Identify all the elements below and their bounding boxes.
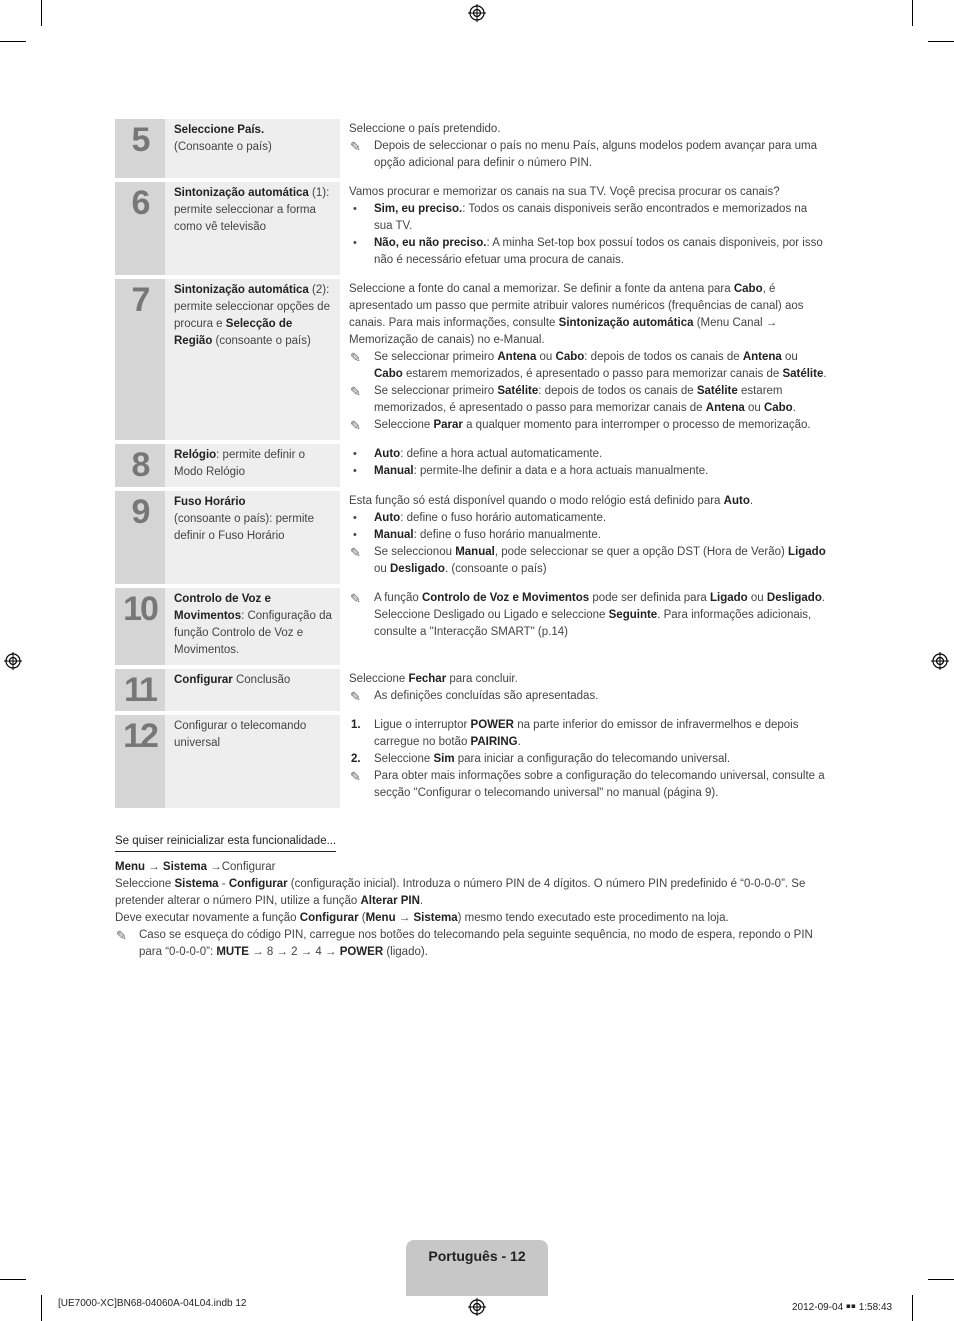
text-run: . Seleccione Desligado ou Ligado e seleccione: [374, 592, 826, 621]
line-content: [374, 753, 730, 765]
note-item: [349, 544, 827, 578]
pencil-note-icon: ✎: [350, 384, 361, 399]
text-run: (consoante o país): [212, 335, 311, 347]
bold-term: PAIRING: [470, 736, 518, 748]
bullet-item: [349, 527, 827, 544]
line-content: [374, 592, 825, 638]
step-row: [115, 279, 827, 440]
text-run: para concluir.: [446, 673, 518, 685]
step-description: [340, 279, 827, 440]
step-title: [165, 715, 340, 808]
text-run: .: [517, 736, 521, 748]
note-item: [349, 383, 827, 417]
bold-term: Configurar: [174, 674, 233, 686]
step-title: [165, 669, 340, 711]
setup-steps-table: [115, 119, 827, 812]
bullet-icon: •: [353, 529, 357, 541]
text-run: : define a hora actual automaticamente.: [400, 448, 603, 460]
pencil-note-icon: ✎: [350, 418, 361, 433]
page-label: Português - 12: [428, 1248, 526, 1264]
pencil-note-icon: ✎: [350, 139, 361, 154]
note-item: [349, 138, 827, 172]
bold-term: Antena: [705, 402, 745, 414]
text-run: Deve executar novamente a função: [115, 912, 300, 924]
text-run: ou: [744, 402, 764, 414]
page-number-tab: [406, 1240, 548, 1296]
text-run: , pode seleccionar se quer a opção DST (Hora de Verão): [494, 546, 789, 558]
bold-term: Sintonização automática: [558, 317, 694, 329]
text-run: (: [358, 912, 366, 924]
text-run: Se seleccionar primeiro: [374, 351, 498, 363]
line-content: [349, 495, 753, 507]
step-number: 9: [115, 491, 165, 584]
line-content: [374, 546, 826, 575]
step-number: 11: [115, 669, 165, 711]
paragraph: [115, 876, 827, 910]
text-run: .: [792, 402, 796, 414]
text-run: estarem memorizados, é apresentado o passo para memorizar canais de: [402, 368, 783, 380]
text-run: Esta função só está disponível quando o modo relógio está definido para: [349, 495, 724, 507]
line-content: [374, 512, 606, 524]
print-slug-right: 2012-09-04 ￭￭ 1:58:43: [792, 1302, 893, 1313]
bold-term: Sistema: [174, 878, 219, 890]
bullet-item: [349, 463, 827, 480]
text-run: →Configurar: [207, 861, 276, 873]
bold-term: Auto: [723, 495, 750, 507]
bold-term: Fechar: [408, 673, 447, 685]
line-content: [374, 770, 825, 799]
text-run: .: [419, 895, 424, 907]
bold-term: Controlo de Voz e Movimentos: [174, 593, 271, 622]
bold-term: Selecção de Região: [174, 318, 293, 347]
bold-term: Auto: [374, 512, 401, 524]
bold-term: Desligado: [390, 563, 445, 575]
bold-term: Sistema: [162, 861, 208, 873]
text-run: (configuração inicial). Introduza o número PIN de 4 dígitos. O número PIN predefinido é “0-0-0-0”. Se pretender alterar o número PIN, utilize a função: [115, 878, 806, 907]
bold-term: POWER: [339, 946, 384, 958]
bold-term: Cabo: [374, 368, 403, 380]
text-run: (Consoante o país): [174, 141, 272, 153]
step-description: [340, 444, 827, 487]
pencil-note-icon: ✎: [350, 350, 361, 365]
step-title: [165, 444, 340, 487]
paragraph: [115, 910, 827, 927]
pencil-note-icon: ✎: [116, 928, 127, 943]
line-content: [349, 123, 501, 135]
note-item: [349, 417, 827, 434]
bold-term: Satélite: [782, 368, 824, 380]
text-run: (Menu Canal → Memorização de canais) no e-Manual.: [349, 317, 778, 346]
line-content: [374, 351, 827, 380]
text-run: Caso se esqueça do código PIN, carregue nos botões do telecomando pela seguinte sequência, no modo de espera, repondo o PIN para “0-0-0-0”:: [139, 929, 813, 958]
pencil-note-icon: ✎: [350, 689, 361, 704]
note-item: [115, 927, 827, 961]
step-number: 8: [115, 444, 165, 487]
text-run: (consoante o país): permite definir o Fuso Horário: [174, 513, 314, 542]
text-run: As definições concluídas são apresentadas.: [374, 690, 599, 702]
bold-term: Sistema: [413, 912, 458, 924]
line-content: [374, 529, 601, 541]
text-run: → 8 → 2 → 4 →: [248, 946, 340, 958]
crop-mark: [912, 0, 913, 26]
crop-mark: [41, 0, 42, 26]
text-run: Seleccione: [349, 673, 409, 685]
paragraph: [349, 493, 827, 510]
text-run: (ligado).: [383, 946, 428, 958]
bullet-icon: •: [353, 512, 357, 524]
bold-term: Manual: [455, 546, 495, 558]
text-run: Se seleccionar primeiro: [374, 385, 498, 397]
line-content: [374, 203, 807, 232]
step-number: 6: [115, 182, 165, 275]
line-content: [349, 283, 804, 346]
bold-term: Parar: [433, 419, 463, 431]
text-run: .: [823, 368, 827, 380]
numbered-item: [349, 717, 827, 751]
text-run: (1): permite seleccionar a forma como vê televisão: [174, 187, 330, 233]
text-run: : depois de todos os canais de: [538, 385, 697, 397]
text-run: A função: [374, 592, 422, 604]
paragraph: [349, 671, 827, 688]
bold-term: Configurar: [228, 878, 288, 890]
bold-term: POWER: [470, 719, 514, 731]
bold-term: Sintonização automática: [174, 187, 309, 199]
bullet-item: [349, 446, 827, 463]
bold-term: Ligado: [710, 592, 748, 604]
text-run: →: [145, 861, 163, 873]
bullet-icon: •: [353, 237, 357, 249]
paragraph: [349, 281, 827, 349]
item-number: 2.: [351, 753, 361, 765]
pencil-note-icon: ✎: [350, 591, 361, 606]
step-description: [340, 669, 827, 711]
reset-section: [115, 833, 827, 961]
text-run: : Todos os canais disponiveis serão encontrados e memorizados na sua TV.: [374, 203, 808, 232]
item-number: 1.: [351, 719, 361, 731]
note-item: [349, 768, 827, 802]
reset-body: [115, 859, 827, 961]
text-run: ou: [374, 563, 390, 575]
bold-term: Manual: [374, 465, 414, 477]
text-run: : depois de todos os canais de: [584, 351, 743, 363]
line-content: [374, 140, 817, 169]
bullet-item: [349, 510, 827, 527]
step-row: [115, 588, 827, 665]
text-run: Se seleccionou: [374, 546, 456, 558]
line-content: [349, 673, 518, 685]
bold-term: Relógio: [174, 449, 217, 461]
step-description: [340, 588, 827, 665]
text-run: →: [395, 912, 414, 924]
step-title: [165, 588, 340, 665]
text-run: a qualquer momento para interromper o processo de memorização.: [462, 419, 811, 431]
bold-term: Auto: [374, 448, 401, 460]
step-title: [165, 119, 340, 178]
note-item: [349, 688, 827, 705]
step-row: [115, 182, 827, 275]
text-run: ) mesmo tendo executado este procedimento na loja.: [457, 912, 729, 924]
text-run: pode ser definida para: [589, 592, 710, 604]
step-description: [340, 182, 827, 275]
text-run: (2): permite seleccionar opções de procura e: [174, 284, 330, 330]
print-slug-left: [UE7000-XC]BN68-04060A-04L04.indb 12: [58, 1298, 247, 1309]
registration-mark-icon: [468, 1298, 486, 1316]
bold-term: Configurar: [299, 912, 359, 924]
registration-mark-icon: [468, 4, 486, 22]
bold-term: Manual: [374, 529, 414, 541]
text-run: Conclusão: [232, 674, 291, 686]
line-content: [374, 385, 796, 414]
crop-mark: [912, 1295, 913, 1321]
text-run: para iniciar a configuração do telecomando universal.: [454, 753, 731, 765]
line-content: [139, 929, 813, 958]
line-content: [115, 878, 805, 907]
crop-mark: [0, 41, 26, 42]
bold-term: Menu: [365, 912, 396, 924]
text-run: . Para informações adicionais, consulte a "Interacção SMART" (p.14): [374, 609, 812, 638]
step-row: [115, 491, 827, 584]
text-run: : define o fuso horário manualmente.: [413, 529, 601, 541]
pencil-note-icon: ✎: [350, 545, 361, 560]
crop-mark: [0, 1279, 26, 1280]
step-number: 10: [115, 588, 165, 665]
bold-term: MUTE: [216, 946, 249, 958]
step-row: [115, 715, 827, 808]
text-run: Seleccione: [115, 878, 175, 890]
text-run: na parte inferior do emissor de infravermelhos e depois carregue no botão: [374, 719, 799, 748]
bold-term: Alterar PIN: [360, 895, 420, 907]
bold-term: Não, eu não preciso.: [374, 237, 487, 249]
text-run: : define o fuso horário automaticamente.: [400, 512, 607, 524]
step-description: [340, 491, 827, 584]
line-content: [374, 719, 798, 748]
crop-mark: [41, 1295, 42, 1321]
step-title: [165, 491, 340, 584]
bold-term: Desligado: [766, 592, 822, 604]
line-content: [374, 690, 598, 702]
line-content: [374, 419, 811, 431]
text-run: . (consoante o país): [444, 563, 547, 575]
text-run: : A minha Set-top box possuí todos os canais disponiveis, por isso não é necessário efetuar uma procura de canais.: [374, 237, 823, 266]
bold-term: Cabo: [763, 402, 793, 414]
bold-term: Controlo de Voz e Movimentos: [421, 592, 590, 604]
text-run: Seleccione: [374, 419, 434, 431]
step-description: [340, 119, 827, 178]
bullet-icon: •: [353, 465, 357, 477]
bullet-icon: •: [353, 203, 357, 215]
text-run: Seleccione: [374, 753, 434, 765]
step-row: [115, 669, 827, 711]
bold-term: Ligado: [788, 546, 826, 558]
text-run: Para obter mais informações sobre a configuração do telecomando universal, consulte a secção "Configurar o telecomando universal" no manual (página 9).: [374, 770, 825, 799]
step-row: [115, 119, 827, 178]
bold-term: Seleccione País.: [174, 124, 265, 136]
pencil-note-icon: ✎: [350, 769, 361, 784]
note-item: [349, 590, 827, 641]
bullet-item: [349, 201, 827, 235]
step-row: [115, 444, 827, 487]
bold-term: Sintonização automática: [174, 284, 309, 296]
paragraph: [115, 859, 827, 876]
reset-heading: Se quiser reinicializar esta funcionalidade...: [115, 833, 336, 852]
crop-mark: [928, 1279, 954, 1280]
registration-mark-icon: [4, 652, 22, 670]
step-number: 7: [115, 279, 165, 440]
text-run: -: [218, 878, 229, 890]
note-item: [349, 349, 827, 383]
text-run: : permite-lhe definir a data e a hora actuais manualmente.: [413, 465, 709, 477]
text-run: ou: [747, 592, 767, 604]
bold-term: Satélite: [497, 385, 539, 397]
text-run: ou: [781, 351, 798, 363]
text-run: : permite definir o Modo Relógio: [174, 449, 306, 478]
step-number: 5: [115, 119, 165, 178]
line-content: [115, 861, 275, 873]
line-content: [115, 912, 729, 924]
text-run: Seleccione o país pretendido.: [349, 123, 501, 135]
numbered-item: [349, 751, 827, 768]
paragraph: [349, 121, 827, 138]
line-content: [349, 186, 780, 198]
bold-term: Cabo: [555, 351, 585, 363]
bold-term: Satélite: [696, 385, 738, 397]
step-number: 12: [115, 715, 165, 808]
bold-term: Fuso Horário: [174, 496, 246, 508]
line-content: [374, 465, 708, 477]
text-run: Configurar o telecomando universal: [174, 720, 307, 749]
text-run: : Configuração da função Controlo de Voz e Movimentos.: [174, 610, 332, 656]
bold-term: Sim, eu preciso.: [374, 203, 463, 215]
paragraph: [349, 184, 827, 201]
text-run: Seleccione a fonte do canal a memorizar. Se definir a fonte da antena para: [349, 283, 734, 295]
registration-mark-icon: [931, 652, 949, 670]
bold-term: Antena: [497, 351, 537, 363]
text-run: ou: [536, 351, 556, 363]
text-run: Ligue o interruptor: [374, 719, 471, 731]
line-content: [374, 448, 602, 460]
bold-term: Antena: [742, 351, 782, 363]
crop-mark: [928, 41, 954, 42]
step-title: [165, 279, 340, 440]
bullet-icon: •: [353, 448, 357, 460]
text-run: .: [749, 495, 754, 507]
line-content: [374, 237, 823, 266]
bold-term: Seguinte: [608, 609, 658, 621]
text-run: , é apresentado um passo que permite atribuir valores numéricos (frequências de canal) aos canais. Para mais informações, consulte: [349, 283, 804, 329]
bold-term: Menu: [115, 861, 146, 873]
text-run: Vamos procurar e memorizar os canais na sua TV. Voçê precisa procurar os canais?: [349, 186, 780, 198]
bold-term: Sim: [433, 753, 455, 765]
text-run: Depois de seleccionar o país no menu País, alguns modelos podem avançar para uma opção adicional para definir o número PIN.: [374, 140, 818, 169]
bold-term: Cabo: [733, 283, 763, 295]
bullet-item: [349, 235, 827, 269]
step-description: [340, 715, 827, 808]
text-run: estarem memorizados, é apresentado o passo para memorizar canais de: [374, 385, 783, 414]
step-title: [165, 182, 340, 275]
